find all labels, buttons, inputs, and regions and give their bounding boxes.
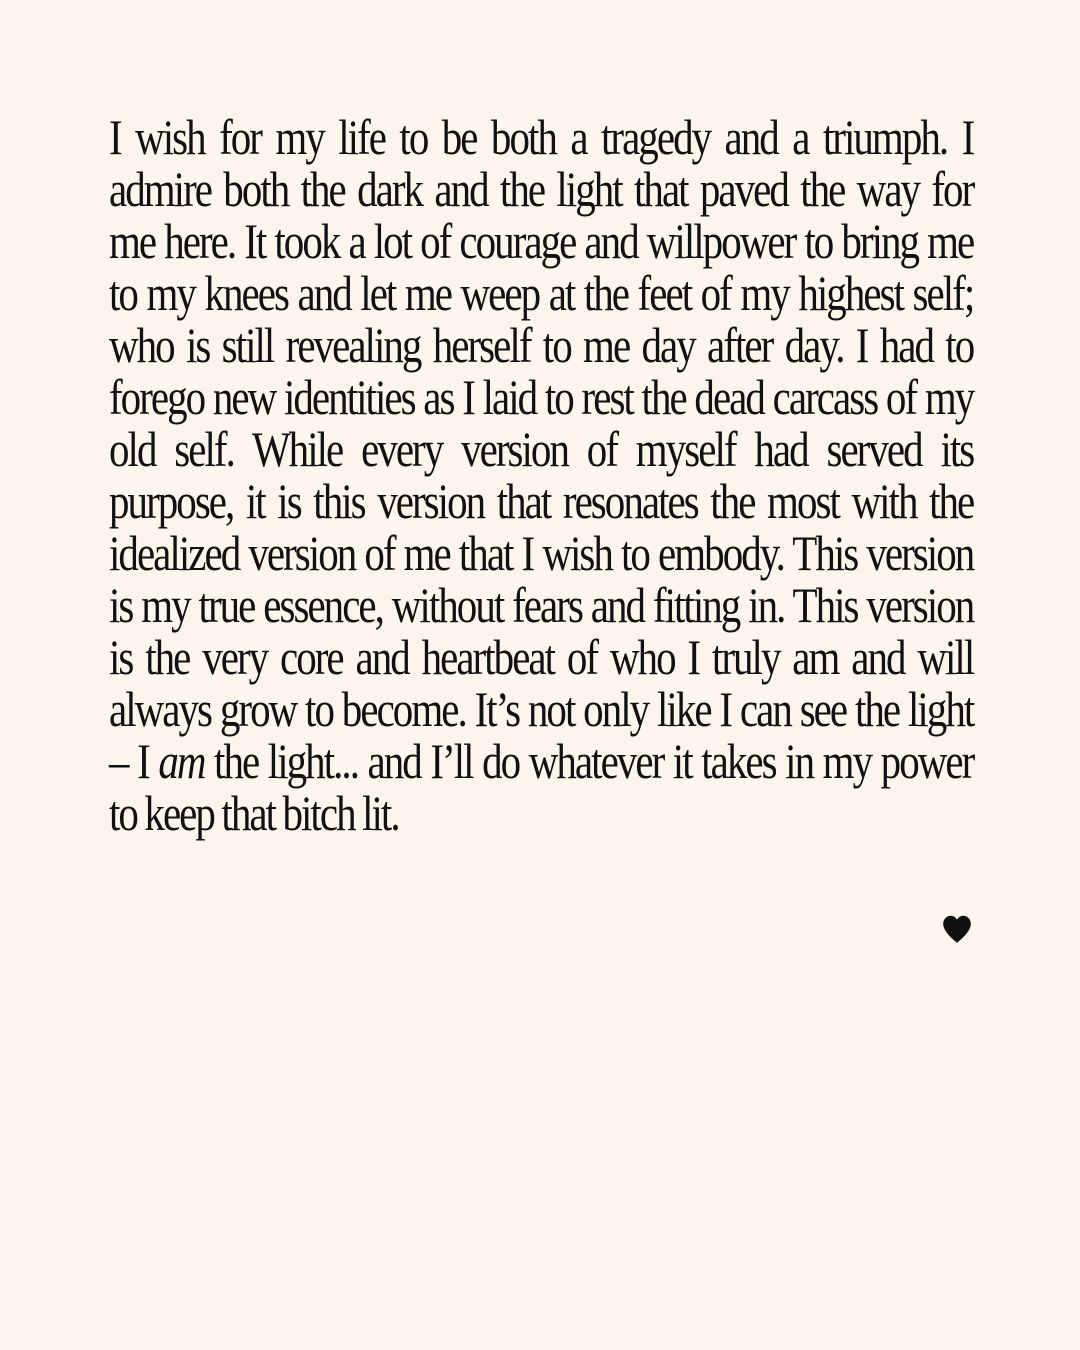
essay-text-part-2: the light... and I’ll do whatever it takes in my power to keep that bitch lit. (109, 733, 974, 841)
heart-icon (940, 912, 974, 946)
essay-text-part-1: I wish for my life to be both a tragedy and a triumph. I admire both the dark and the light that paved the way for me here. It took a lot of courage and willpower to bring me to my knees and let me weep at the feet of my highest self; who is still revealing herself to me day after day. I had to forego new identities as I laid to rest the dead carcass of my old self. While every version of myself had served its purpose, it is this version that resonates the most with the idealized version of me that I wish to embody. This version is my true essence, without fears and fitting in. This version is the very core and heartbeat of who I truly am and will always grow to become. It’s not only like I can see the light – I (109, 109, 974, 789)
essay-emphasis: am (158, 733, 205, 789)
essay-text (109, 111, 973, 839)
